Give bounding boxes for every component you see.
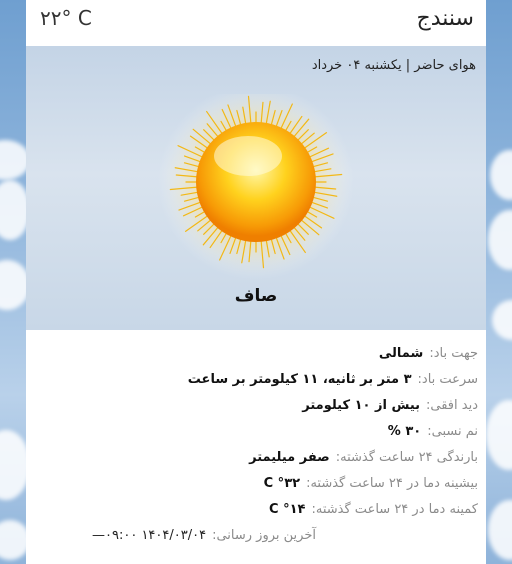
header [26,0,486,46]
current-conditions-panel [26,46,486,330]
detail-value: ۳ متر بر ثانیه، ۱۱ کیلومتر بر ساعت [187,372,412,387]
detail-humidity [388,424,478,439]
detail-label: نم نسبی: [427,424,478,439]
current-temperature: ۲۲° C [40,6,93,30]
weather-card [26,0,486,564]
detail-label: سرعت باد: [417,372,478,387]
background-clouds-left [0,0,26,564]
detail-precipitation [249,450,478,465]
current-date-title: هوای حاضر | یکشنبه ۰۴ خرداد [311,58,476,73]
city-name: سنندج [416,6,474,31]
condition-label: صاف [234,286,278,306]
detail-value: بیش از ۱۰ کیلومتر [302,398,421,413]
last-update-label: آخرین بروز رسانی: [212,528,316,543]
detail-min-temp [269,502,478,517]
detail-value: شمالی [378,346,424,361]
detail-label: دید افقی: [426,398,478,413]
detail-label: کمینه دما در ۲۴ ساعت گذشته: [311,502,478,517]
detail-max-temp [264,476,478,491]
detail-value: صفر میلیمتر [249,450,330,465]
last-update [92,528,316,543]
detail-value: ۱۴° C [269,502,306,517]
detail-label: بارندگی ۲۴ ساعت گذشته: [335,450,478,465]
detail-label: بیشینه دما در ۲۴ ساعت گذشته: [306,476,478,491]
background-clouds-right [486,0,512,564]
detail-value: ۳۲° C [263,476,301,491]
sun-icon [156,94,356,294]
last-update-value: ۱۴۰۴/۰۳/۰۴ ۰۹:۰۰— [92,528,207,543]
detail-visibility [302,398,478,413]
detail-wind-speed [188,372,478,387]
detail-wind-direction [379,346,478,361]
detail-label: جهت باد: [429,346,478,361]
detail-value: ۳۰ % [387,424,422,439]
